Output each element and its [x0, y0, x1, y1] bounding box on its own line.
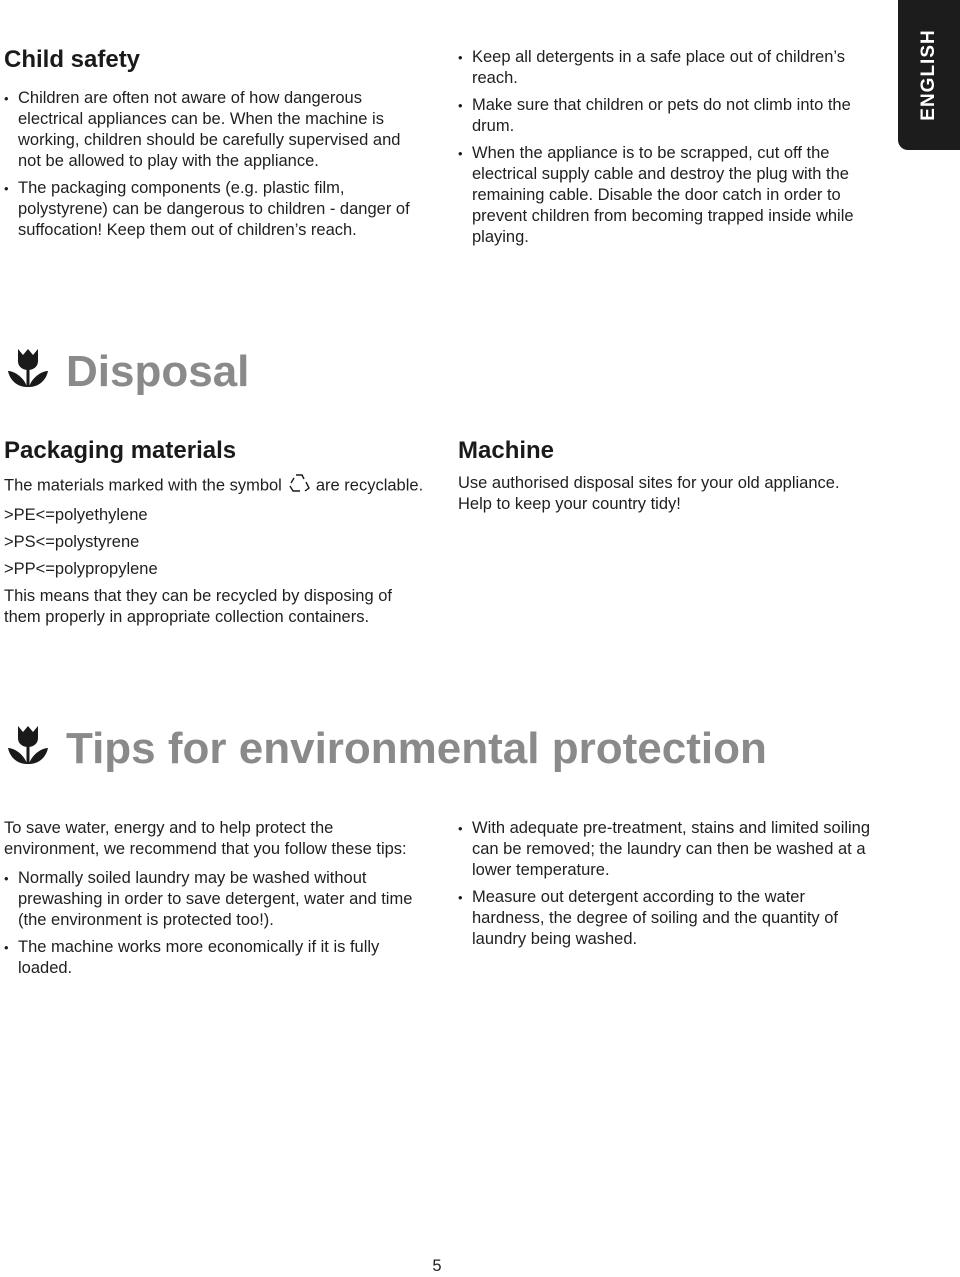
list-item: • The machine works more economically if it is fully loaded.: [4, 937, 424, 979]
tips-intro: To save water, energy and to help protect the environment, we recommend that you follow these tips:: [4, 819, 407, 858]
disposal-title: Disposal: [66, 346, 250, 396]
child-safety-list-left: [4, 88, 424, 241]
tips-left: [4, 818, 424, 985]
tulip-icon: [4, 345, 52, 398]
disposal-heading: [4, 345, 249, 398]
list-item: • Measure out detergent according to the water hardness, the degree of soiling and the quantity of laundry being washed.: [458, 887, 878, 950]
tips-heading: [4, 722, 767, 775]
tips-list-left: [4, 868, 424, 979]
list-item: • When the appliance is to be scrapped, cut off the electrical supply cable and destroy the plug with the remaining cable. Disable the door catch in order to prevent children from becoming trapped inside while playing.: [458, 143, 878, 248]
packaging-intro: The materials marked with the symbol are recyclable.: [4, 473, 424, 499]
tulip-icon: [4, 722, 52, 775]
machine-text: Use authorised disposal sites for your old appliance. Help to keep your country tidy!: [458, 474, 840, 513]
list-item: • Children are often not aware of how dangerous electrical appliances can be. When the machine is working, children should be carefully supervised and not be allowed to play with the appliance.: [4, 88, 424, 172]
child-safety-title: Child safety: [4, 46, 141, 73]
list-item: • With adequate pre-treatment, stains and limited soiling can be removed; the laundry can then be washed at a lower temperature.: [458, 818, 878, 881]
child-safety-right: [458, 47, 878, 254]
machine-section: [458, 437, 878, 521]
list-item: • The packaging components (e.g. plastic film, polystyrene) can be dangerous to children - danger of suffocation! Keep them out of children’s reach.: [4, 178, 424, 241]
language-tab-label: ENGLISH: [918, 29, 939, 121]
child-safety-left: [4, 46, 424, 247]
packaging-section: [4, 437, 424, 634]
packaging-ps: >PS<=polystyrene: [4, 533, 140, 551]
tips-list-right: [458, 818, 878, 950]
recycle-icon: [288, 473, 310, 499]
language-tab: [898, 0, 960, 150]
list-item: • Make sure that children or pets do not climb into the drum.: [458, 95, 878, 137]
list-item: • Normally soiled laundry may be washed without prewashing in order to save detergent, water and time (the environment is protected too!).: [4, 868, 424, 931]
packaging-pp: >PP<=polypropylene: [4, 560, 158, 578]
child-safety-list-right: [458, 47, 878, 248]
machine-title: Machine: [458, 437, 555, 464]
tips-title: Tips for environmental protection: [66, 723, 767, 773]
packaging-title: Packaging materials: [4, 437, 237, 464]
tips-right: [458, 818, 878, 956]
list-item: • Keep all detergents in a safe place out of children’s reach.: [458, 47, 878, 89]
packaging-outro: This means that they can be recycled by disposing of them properly in appropriate collection containers.: [4, 587, 392, 626]
packaging-pe: >PE<=polyethylene: [4, 506, 148, 524]
page-number: 5: [432, 1257, 442, 1275]
